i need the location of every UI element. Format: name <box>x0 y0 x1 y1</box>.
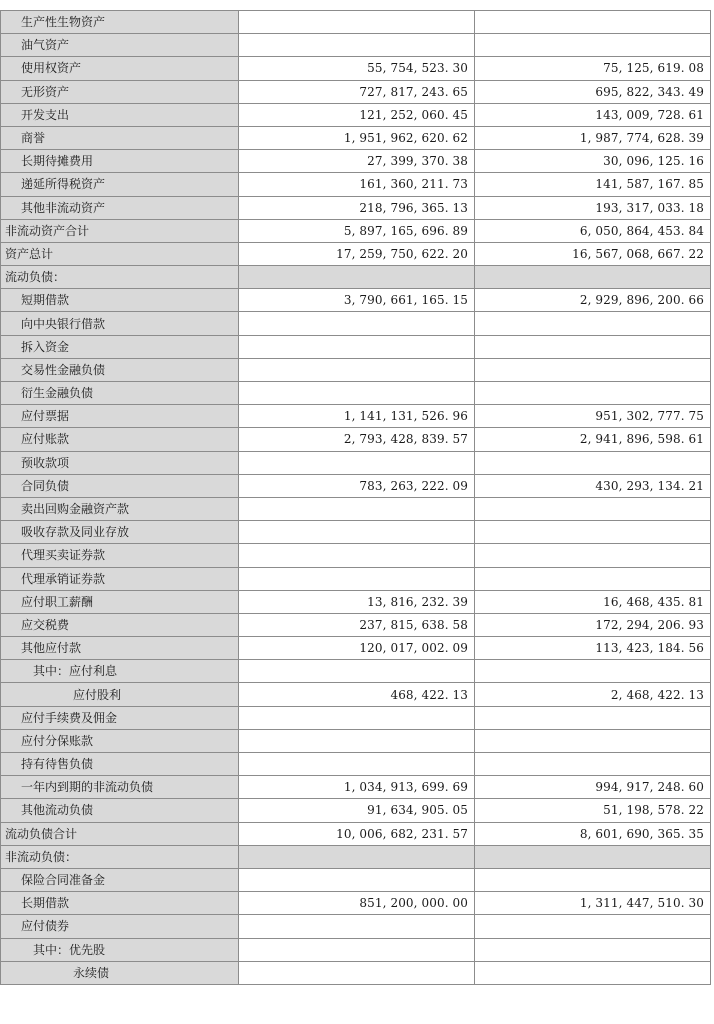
row-label: 吸收存款及同业存放 <box>1 521 239 544</box>
table-row <box>1 405 711 428</box>
table-row <box>1 915 711 938</box>
row-label: 卖出回购金融资产款 <box>1 497 239 520</box>
period-begin-value: 2, 929, 896, 200. 66 <box>475 289 711 312</box>
period-begin-value <box>475 312 711 335</box>
period-begin-value: 1, 987, 774, 628. 39 <box>475 126 711 149</box>
table-row <box>1 335 711 358</box>
period-begin-value <box>475 335 711 358</box>
table-row <box>1 382 711 405</box>
period-end-value <box>239 961 475 984</box>
period-end-value: 5, 897, 165, 696. 89 <box>239 219 475 242</box>
period-begin-value <box>475 706 711 729</box>
table-row <box>1 706 711 729</box>
period-begin-value <box>475 961 711 984</box>
period-end-value: 1, 141, 131, 526. 96 <box>239 405 475 428</box>
period-end-value <box>239 729 475 752</box>
row-label: 递延所得税资产 <box>1 173 239 196</box>
period-begin-value: 430, 293, 134. 21 <box>475 474 711 497</box>
period-end-value: 218, 796, 365. 13 <box>239 196 475 219</box>
period-begin-value <box>475 34 711 57</box>
table-row <box>1 266 711 289</box>
table-row <box>1 451 711 474</box>
balance-sheet-table <box>0 10 711 985</box>
period-end-value: 237, 815, 638. 58 <box>239 613 475 636</box>
row-label: 油气资产 <box>1 34 239 57</box>
period-begin-value: 2, 468, 422. 13 <box>475 683 711 706</box>
row-label: 流动负债： <box>1 266 239 289</box>
period-end-value <box>239 34 475 57</box>
row-label: 商誉 <box>1 126 239 149</box>
table-row <box>1 613 711 636</box>
period-end-value <box>239 497 475 520</box>
period-begin-value: 172, 294, 206. 93 <box>475 613 711 636</box>
table-row <box>1 753 711 776</box>
period-end-value <box>239 312 475 335</box>
period-end-value: 3, 790, 661, 165. 15 <box>239 289 475 312</box>
table-row <box>1 497 711 520</box>
row-label: 向中央银行借款 <box>1 312 239 335</box>
table-row <box>1 683 711 706</box>
period-begin-value: 51, 198, 578. 22 <box>475 799 711 822</box>
row-label: 应付债券 <box>1 915 239 938</box>
period-begin-value: 994, 917, 248. 60 <box>475 776 711 799</box>
balance-sheet <box>0 10 710 985</box>
table-row <box>1 544 711 567</box>
period-end-value: 27, 399, 370. 38 <box>239 150 475 173</box>
period-end-value: 121, 252, 060. 45 <box>239 103 475 126</box>
row-label: 长期借款 <box>1 892 239 915</box>
table-row <box>1 845 711 868</box>
period-end-value <box>239 567 475 590</box>
period-begin-value <box>475 497 711 520</box>
period-end-value <box>239 660 475 683</box>
row-label: 使用权资产 <box>1 57 239 80</box>
row-label: 开发支出 <box>1 103 239 126</box>
period-begin-value <box>475 451 711 474</box>
table-row <box>1 312 711 335</box>
table-row <box>1 521 711 544</box>
row-label: 生产性生物资产 <box>1 11 239 34</box>
table-row <box>1 150 711 173</box>
period-begin-value: 951, 302, 777. 75 <box>475 405 711 428</box>
period-end-value <box>239 11 475 34</box>
period-begin-value <box>475 358 711 381</box>
row-label: 拆入资金 <box>1 335 239 358</box>
period-end-value <box>239 335 475 358</box>
period-end-value: 1, 951, 962, 620. 62 <box>239 126 475 149</box>
period-end-value: 91, 634, 905. 05 <box>239 799 475 822</box>
period-end-value <box>239 544 475 567</box>
period-end-value: 17, 259, 750, 622. 20 <box>239 242 475 265</box>
row-label: 短期借款 <box>1 289 239 312</box>
period-begin-value <box>475 915 711 938</box>
row-label: 其中：应付利息 <box>1 660 239 683</box>
period-end-value <box>239 706 475 729</box>
period-end-value <box>239 451 475 474</box>
period-begin-value <box>475 382 711 405</box>
period-end-value: 120, 017, 002. 09 <box>239 637 475 660</box>
row-label: 交易性金融负债 <box>1 358 239 381</box>
period-end-value: 468, 422. 13 <box>239 683 475 706</box>
period-end-value <box>239 266 475 289</box>
period-end-value: 727, 817, 243. 65 <box>239 80 475 103</box>
period-begin-value <box>475 11 711 34</box>
table-row <box>1 358 711 381</box>
period-begin-value: 143, 009, 728. 61 <box>475 103 711 126</box>
period-begin-value: 695, 822, 343. 49 <box>475 80 711 103</box>
table-row <box>1 80 711 103</box>
row-label: 应交税费 <box>1 613 239 636</box>
period-begin-value <box>475 567 711 590</box>
period-end-value: 13, 816, 232. 39 <box>239 590 475 613</box>
row-label: 其他应付款 <box>1 637 239 660</box>
row-label: 其他非流动资产 <box>1 196 239 219</box>
period-begin-value <box>475 544 711 567</box>
period-end-value <box>239 915 475 938</box>
row-label: 应付票据 <box>1 405 239 428</box>
table-row <box>1 474 711 497</box>
period-end-value: 851, 200, 000. 00 <box>239 892 475 915</box>
period-begin-value: 16, 468, 435. 81 <box>475 590 711 613</box>
table-row <box>1 961 711 984</box>
period-begin-value <box>475 753 711 776</box>
period-end-value: 783, 263, 222. 09 <box>239 474 475 497</box>
period-begin-value <box>475 845 711 868</box>
table-row <box>1 173 711 196</box>
row-label: 代理买卖证券款 <box>1 544 239 567</box>
period-begin-value: 113, 423, 184. 56 <box>475 637 711 660</box>
row-label: 无形资产 <box>1 80 239 103</box>
row-label: 衍生金融负债 <box>1 382 239 405</box>
row-label: 持有待售负债 <box>1 753 239 776</box>
row-label: 应付分保账款 <box>1 729 239 752</box>
period-begin-value <box>475 938 711 961</box>
period-begin-value: 8, 601, 690, 365. 35 <box>475 822 711 845</box>
table-row <box>1 637 711 660</box>
period-end-value: 55, 754, 523. 30 <box>239 57 475 80</box>
row-label: 非流动负债： <box>1 845 239 868</box>
period-begin-value: 6, 050, 864, 453. 84 <box>475 219 711 242</box>
row-label: 长期待摊费用 <box>1 150 239 173</box>
table-row <box>1 799 711 822</box>
period-begin-value <box>475 660 711 683</box>
period-begin-value <box>475 521 711 544</box>
table-row <box>1 126 711 149</box>
period-end-value <box>239 868 475 891</box>
period-end-value <box>239 382 475 405</box>
row-label: 预收款项 <box>1 451 239 474</box>
table-row <box>1 103 711 126</box>
balance-sheet-body <box>1 11 711 985</box>
period-end-value: 1, 034, 913, 699. 69 <box>239 776 475 799</box>
period-end-value <box>239 358 475 381</box>
period-begin-value: 16, 567, 068, 667. 22 <box>475 242 711 265</box>
table-row <box>1 938 711 961</box>
table-row <box>1 219 711 242</box>
period-begin-value: 193, 317, 033. 18 <box>475 196 711 219</box>
row-label: 应付职工薪酬 <box>1 590 239 613</box>
row-label: 合同负债 <box>1 474 239 497</box>
row-label: 应付股利 <box>1 683 239 706</box>
period-end-value: 2, 793, 428, 839. 57 <box>239 428 475 451</box>
table-row <box>1 567 711 590</box>
table-row <box>1 242 711 265</box>
period-begin-value <box>475 266 711 289</box>
row-label: 保险合同准备金 <box>1 868 239 891</box>
table-row <box>1 34 711 57</box>
period-begin-value: 2, 941, 896, 598. 61 <box>475 428 711 451</box>
table-row <box>1 590 711 613</box>
period-end-value: 10, 006, 682, 231. 57 <box>239 822 475 845</box>
row-label: 非流动资产合计 <box>1 219 239 242</box>
table-row <box>1 892 711 915</box>
table-row <box>1 660 711 683</box>
row-label: 其他流动负债 <box>1 799 239 822</box>
period-end-value <box>239 938 475 961</box>
table-row <box>1 776 711 799</box>
table-row <box>1 11 711 34</box>
period-end-value <box>239 845 475 868</box>
table-row <box>1 428 711 451</box>
table-row <box>1 729 711 752</box>
row-label: 永续债 <box>1 961 239 984</box>
period-end-value <box>239 521 475 544</box>
period-begin-value: 1, 311, 447, 510. 30 <box>475 892 711 915</box>
period-end-value: 161, 360, 211. 73 <box>239 173 475 196</box>
period-begin-value: 30, 096, 125. 16 <box>475 150 711 173</box>
period-begin-value: 75, 125, 619. 08 <box>475 57 711 80</box>
row-label: 应付手续费及佣金 <box>1 706 239 729</box>
period-begin-value <box>475 729 711 752</box>
table-row <box>1 868 711 891</box>
table-row <box>1 289 711 312</box>
row-label: 其中：优先股 <box>1 938 239 961</box>
period-end-value <box>239 753 475 776</box>
row-label: 应付账款 <box>1 428 239 451</box>
table-row <box>1 196 711 219</box>
row-label: 代理承销证券款 <box>1 567 239 590</box>
row-label: 资产总计 <box>1 242 239 265</box>
table-row <box>1 822 711 845</box>
period-begin-value <box>475 868 711 891</box>
row-label: 流动负债合计 <box>1 822 239 845</box>
row-label: 一年内到期的非流动负债 <box>1 776 239 799</box>
table-row <box>1 57 711 80</box>
period-begin-value: 141, 587, 167. 85 <box>475 173 711 196</box>
